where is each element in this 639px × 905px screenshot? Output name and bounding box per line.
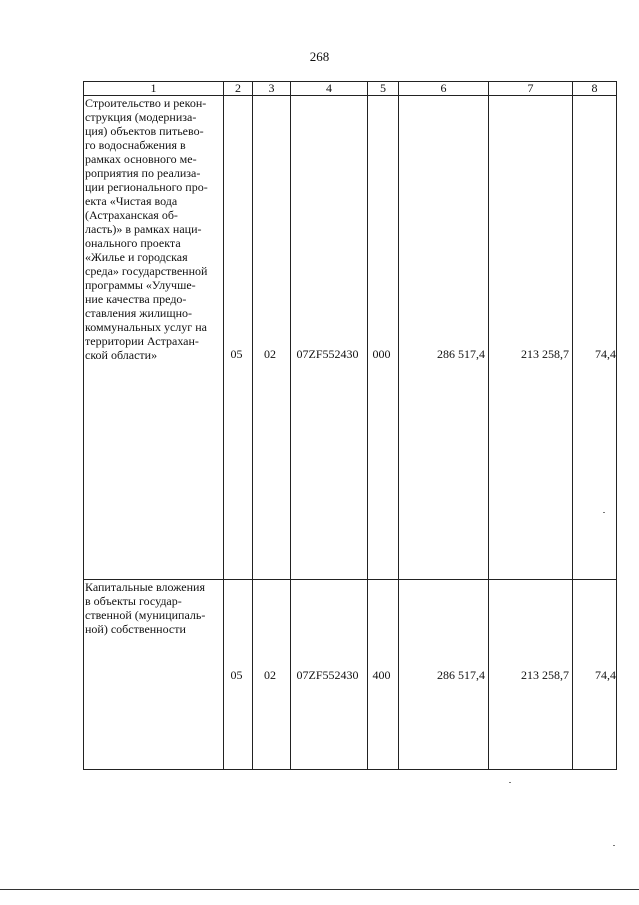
- header-row: [84, 82, 617, 96]
- header-col-1: 1: [84, 82, 224, 96]
- section-code: [224, 580, 253, 770]
- description-line: Строительство и рекон-: [85, 96, 207, 110]
- scan-speck: [613, 845, 615, 846]
- header-col-6: 6: [399, 82, 489, 96]
- description-line: струкция (модерниза-: [85, 110, 197, 124]
- description-line: в объекты государ-: [85, 594, 182, 608]
- description-line: рамках основного ме-: [85, 152, 197, 166]
- row-description: [84, 580, 224, 770]
- target-article-value: 07ZF552430: [296, 347, 359, 361]
- planned-amount-value: 286 517,4: [437, 347, 485, 361]
- expense-type-value: 000: [372, 347, 391, 361]
- expense-type-value: 400: [372, 668, 391, 682]
- table-row: [84, 96, 617, 580]
- header-col-5: 5: [368, 82, 399, 96]
- description-line: (Астраханская об-: [85, 208, 178, 222]
- description-line: ции регионального про-: [85, 180, 208, 194]
- description-line: «Жилье и городская: [85, 250, 188, 264]
- description-line: среда» государственной: [85, 264, 208, 278]
- planned-amount-value: 286 517,4: [437, 668, 485, 682]
- header-col-7: 7: [489, 82, 573, 96]
- section-code-value: 05: [230, 347, 243, 361]
- description-line: екта «Чистая вода: [85, 194, 178, 208]
- description-line: ставления жилищно-: [85, 306, 193, 320]
- subsection-code-value: 02: [264, 347, 276, 361]
- expense-type-code: [368, 580, 399, 770]
- executed-amount: [489, 96, 573, 580]
- scan-speck: [509, 782, 511, 783]
- description-line: ственной (муниципаль-: [85, 608, 206, 622]
- target-article-value: 07ZF552430: [296, 668, 359, 682]
- planned-amount: [399, 96, 489, 580]
- description-line: коммунальных услуг на: [85, 320, 207, 334]
- execution-percent: [573, 96, 617, 580]
- description-line: го водоснабжения в: [85, 138, 186, 152]
- subsection-code-value: 02: [264, 668, 276, 682]
- description-line: ция) объектов питьево-: [85, 124, 204, 138]
- table-row: [84, 580, 617, 770]
- description-line: роприятия по реализа-: [85, 166, 201, 180]
- subsection-code: [253, 580, 291, 770]
- description-line: онального проекта: [85, 236, 181, 250]
- expense-type-code: [368, 96, 399, 580]
- subsection-code: [253, 96, 291, 580]
- planned-amount: [399, 580, 489, 770]
- page-number: 268: [309, 49, 330, 64]
- row-description: [84, 96, 224, 580]
- header-col-4: 4: [291, 82, 368, 96]
- section-code: [224, 96, 253, 580]
- description-line: Капитальные вложения: [85, 580, 205, 594]
- executed-amount-value: 213 258,7: [521, 347, 569, 361]
- header-col-3: 3: [253, 82, 291, 96]
- section-code-value: 05: [230, 668, 243, 682]
- scan-speck: [603, 512, 605, 513]
- execution-percent: [573, 580, 617, 770]
- target-article-code: [291, 580, 368, 770]
- target-article-code: [291, 96, 368, 580]
- execution-percent-value: 74,4: [595, 347, 616, 361]
- execution-percent-value: 74,4: [595, 668, 616, 682]
- header-col-2: 2: [224, 82, 253, 96]
- description-line: ной) собственности: [85, 622, 186, 636]
- description-line: территории Астрахан-: [85, 334, 199, 348]
- executed-amount-value: 213 258,7: [521, 668, 569, 682]
- description-line: ние качества предо-: [85, 292, 187, 306]
- executed-amount: [489, 580, 573, 770]
- budget-table: [83, 81, 617, 770]
- description-line: ской области»: [85, 348, 158, 362]
- description-line: ласть)» в рамках наци-: [85, 222, 202, 236]
- page-bottom-rule: [0, 889, 639, 890]
- header-col-8: 8: [573, 82, 617, 96]
- description-line: программы «Улучше-: [85, 278, 196, 292]
